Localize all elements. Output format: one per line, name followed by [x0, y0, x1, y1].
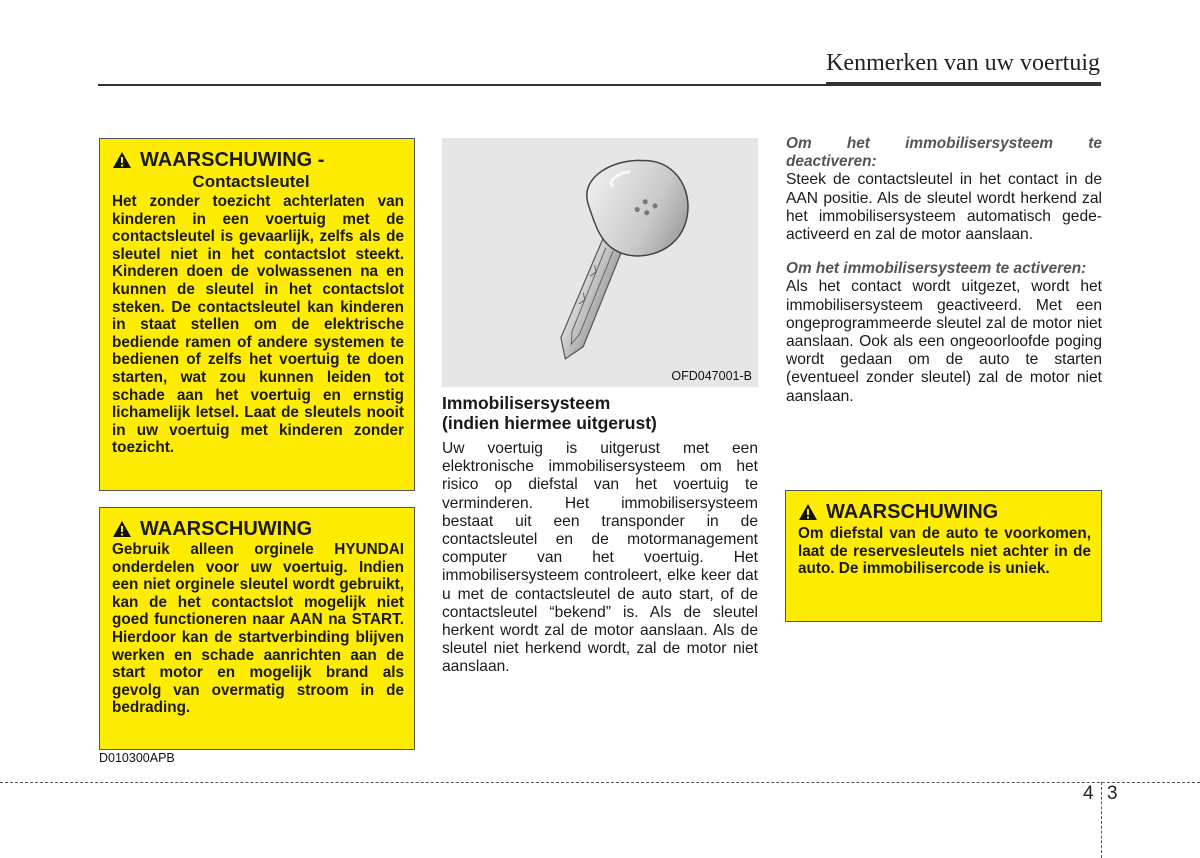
header-rule-accent: [826, 82, 1101, 86]
section-heading: [442, 393, 762, 433]
warning-box-spare-keys: [785, 490, 1102, 622]
warning-triangle-icon: [112, 520, 132, 538]
chapter-header-title: Kenmerken van uw voertuig: [826, 50, 1100, 76]
warning-heading: [112, 149, 404, 171]
section-title: Immobilisersysteem: [442, 393, 611, 413]
warning-body: Het zonder toezicht achterlaten van kinderen in een voertuig met de contactsleutel is gevaarlijk, zelfs als de sleutel niet in het contactslot steekt. Kinderen doen de volwassenen na en kunnen de sleutel in het contactslot steken. De contactsleutel kan kinderen in staat stellen om de elektrische bediende ramen of andere systemen te bedienen of zelfs het voertuig te doen starten, wat zou kunnen leiden tot schade aan het voertuig en ernstig lichamelijk letsel. Laat de sleutels nooit in uw voertuig met kinderen zonder toezicht.: [112, 193, 404, 457]
activate-body: Als het contact wordt uitgezet, wordt het immobilisersysteem geactiveerd. Met een ongeprogrammeerde sleutel zal de motor niet aanslaan. Ook als een ongeoorloofde poging wordt gedaan om de auto te starten (eventueel zonder sleutel) zal de motor niet aanslaan.: [786, 278, 1102, 405]
warning-triangle-icon: [798, 503, 818, 521]
deactivate-body: Steek de contactsleutel in het contact in de AAN positie. Als de sleutel wordt herkend zal het immobilisersysteem automatisch gede-activeerd en zal de motor aanslaan.: [786, 171, 1102, 244]
section-subtitle: (indien hiermee uitgerust): [442, 413, 657, 433]
warning-heading: [112, 518, 404, 540]
document-code: D010300APB: [99, 751, 175, 765]
chapter-number: 4: [1083, 783, 1094, 804]
warning-triangle-icon: [112, 151, 132, 169]
activate-heading: Om het immobilisersysteem te activeren:: [786, 260, 1087, 278]
figure-code: OFD047001-B: [671, 369, 752, 383]
section-body: Uw voertuig is uitgerust met een elektronische immobilisersysteem om het risico op diefstal van het voertuig te verminderen. Het immobilisersysteem bestaat uit een transponder in de contactsleutel en de motormanagement computer van het voertuig. Het immobilisersysteem controleert, elke keer dat u met de contactsleutel de auto start, of de contactsleutel “bekend” is. Als de sleutel herkent wordt zal de motor aanslaan. Als de sleutel niet herkend wordt, zal de motor niet aanslaan.: [442, 440, 758, 676]
warning-title: WAARSCHUWING -: [140, 149, 325, 171]
warning-body: Gebruik alleen orginele HYUNDAI onderdelen voor uw voertuig. Indien een niet orginele sleutel wordt gebruikt, kan de het contactslot mogelijk niet goed functioneren naar AAN na START. Hierdoor kan de startverbinding blijven werken en schade aanrichten aan de start motor en mogelijk brand als gevolg van overmatig stroom in de bedrading.: [112, 541, 404, 717]
immobiliser-instructions: [786, 135, 1102, 406]
warning-body: Om diefstal van de auto te voorkomen, laat de reservesleutels niet achter in de auto. De immobilisercode is uniek.: [798, 525, 1091, 578]
deactivate-heading: Om het immobilisersysteem te deactiveren:: [786, 135, 1102, 171]
warning-title: WAARSCHUWING: [140, 518, 313, 540]
warning-heading: [798, 501, 1091, 523]
page-number: 3: [1107, 783, 1118, 804]
footer-rule: [0, 782, 1200, 783]
warning-subtitle: Contactsleutel: [192, 172, 310, 191]
footer-divider: [1101, 782, 1102, 858]
warning-title: WAARSCHUWING: [826, 501, 999, 523]
key-figure: [442, 138, 758, 387]
warning-box-original-parts: [99, 507, 415, 750]
key-illustration-icon: [442, 138, 758, 387]
warning-box-ignition-key: [99, 138, 415, 491]
